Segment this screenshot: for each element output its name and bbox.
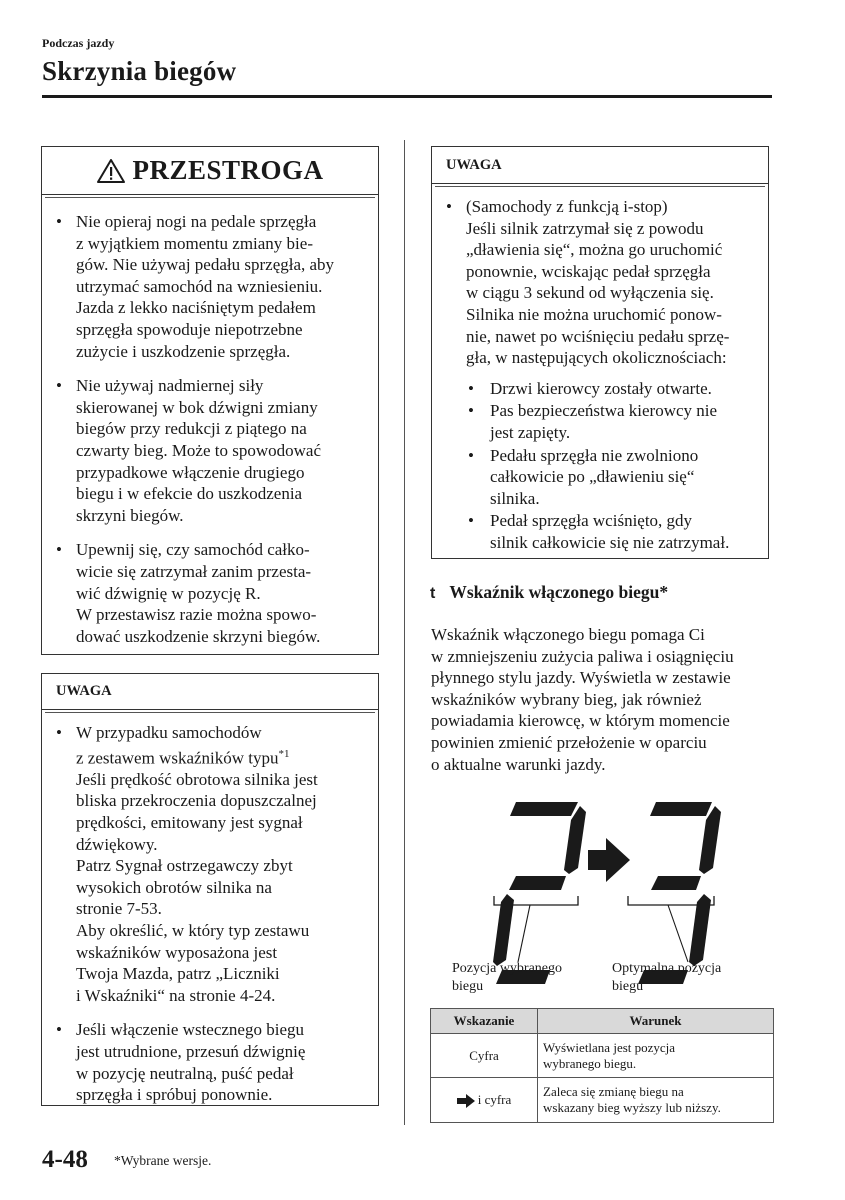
note-inner-rule [435,186,765,187]
table-cell-condition: Zaleca się zmianę biegu na wskazany bieg wyższy lub niższy. [538,1078,774,1123]
caution-list [42,211,378,647]
note-box-right [431,146,769,559]
caution-item: • Upewnij się, czy samochód całko- wicie się zatrzymał zanim przesta- wić dźwignię w pozycję R. W przestawisz razie można spowo- dować uszkodzenie skrzyni biegów. [42,539,378,647]
table-cell-indication: Cyfra [431,1034,538,1078]
note-box-left [41,673,379,1106]
table-header-row [431,1009,774,1034]
warning-triangle-icon [96,158,126,184]
leader-line-left [518,905,530,962]
condition-item: • Pas bezpieczeństwa kierowcy nie jest zapięty. [466,400,764,443]
condition-item: • Pedału sprzęgła nie zwolniono całkowicie po „dławieniu się“ silnika. [466,445,764,510]
footnote: *Wybrane wersje. [114,1153,212,1168]
arrow-right-icon [457,1094,475,1108]
gear-indicator-figure [430,790,775,1005]
caution-heading: PRZESTROGA [132,155,324,185]
digit-two-segments [493,802,586,984]
condition-list [466,378,764,554]
note-item: • (Samochody z funkcją i-stop) Jeśli silnik zatrzymał się z powodu „dławienia się“, można go uruchomić ponownie, wciskając pedał sprzęgła w ciągu 3 sekund od wyłączenia się. Silnika nie można uruchomić ponow- nie, nawet po wciśnięciu pedału sprzę- gła, w następujących okolicznościach: • Drzwi kierowcy zostały otwarte. • Pas bezpieczeństwa kierowcy nie jest zapięty. • Pedału sprzęgła nie zwolniono całkowicie po „dławieniu się“ silnika. • Pedał sprzęgła wciśnięto, gdy silnik całkowicie się nie zatrzymał. [432,196,768,554]
page-title: Skrzynia biegów [42,56,237,86]
leader-line-right [668,905,688,962]
condition-item: • Drzwi kierowcy zostały otwarte. [466,378,764,400]
caution-inner-rule [45,197,375,198]
table-header-condition: Warunek [538,1009,774,1034]
caption-optimal-gear: Optymalna pozycja biegu [612,961,722,994]
condition-item: • Pedał sprzęgła wciśnięto, gdy silnik całkowicie się nie zatrzymał. [466,510,764,553]
caution-header [42,147,378,195]
gear-indication-table [430,1008,774,1123]
footnote-ref: *1 [278,747,290,760]
page-number: 4-48 [42,1146,88,1173]
caution-item: • Nie używaj nadmiernej siły skierowanej w bok dźwigni zmiany biegów przy redukcji z piątego na czwarty bieg. Może to spowodować przypadkowe włączenie drugiego biegu i w efekcie do uszkodzenia skrzyni biegów. [42,375,378,526]
section-label: Podczas jazdy [42,36,115,50]
gear-indicator-paragraph: Wskaźnik włączonego biegu pomaga Ci w zmniejszeniu zużycia paliwa i osiągnięciu płynnego stylu jazdy. Wyświetla w zestawie wskaźników wybrany bieg, jak również powiadamia kierowcę, w którym momencie powinien zmienić przełożenie w oparciu o aktualne warunki jazdy. [431,625,734,774]
table-cell-condition: Wyświetlana jest pozycja wybranego biegu. [538,1034,774,1078]
table-row [431,1078,774,1123]
section-marker: t [430,585,436,602]
note-inner-rule [45,712,375,713]
note-list [432,196,768,554]
caution-item: • Nie opieraj nogi na pedale sprzęgła z wyjątkiem momentu zmiany bie- gów. Nie używaj pedału sprzęgła, aby utrzymać samochód na wzniesieniu. Jazda z lekko naciśniętym pedałem sprzęgła spowoduje niepotrzebne zużycie i uszkodzenie sprzęgła. [42,211,378,362]
note-list [42,722,378,1106]
table-header-indication: Wskazanie [431,1009,538,1034]
caption-selected-gear: Pozycja wybranego biegu [452,961,563,994]
shift-arrow [588,838,630,882]
note-header: UWAGA [432,147,768,184]
note-item: • Jeśli włączenie wstecznego biegu jest utrudnione, przesuń dźwignię w pozycję neutralną, puść pedał sprzęgła i spróbuj ponownie. [42,1019,378,1105]
column-divider [404,140,405,1125]
table-row [431,1034,774,1078]
caution-box [41,146,379,655]
digit-three-segments [638,802,721,984]
table-cell-indication: i cyfra [431,1078,538,1123]
title-rule [42,95,772,98]
gear-indicator-heading [430,582,668,603]
note-header: UWAGA [42,674,378,710]
note-item: • W przypadku samochodów z zestawem wskaźników typu$^{*1}$ Jeśli prędkość obrotowa silnika jest bliska przekroczenia dopuszczalnej prędkości, emitowany jest sygnał dźwiękowy. Patrz Sygnał ostrzegawczy zbyt wysokich obrotów silnika na stronie 7-53. Aby określić, w który typ zestawu wskaźników wyposażona jest Twoja Mazda, patrz „Liczniki i Wskaźniki“ na stronie 4-24. [42,722,378,1006]
gear-indicator-title: Wskaźnik włączonego biegu* [449,582,669,602]
